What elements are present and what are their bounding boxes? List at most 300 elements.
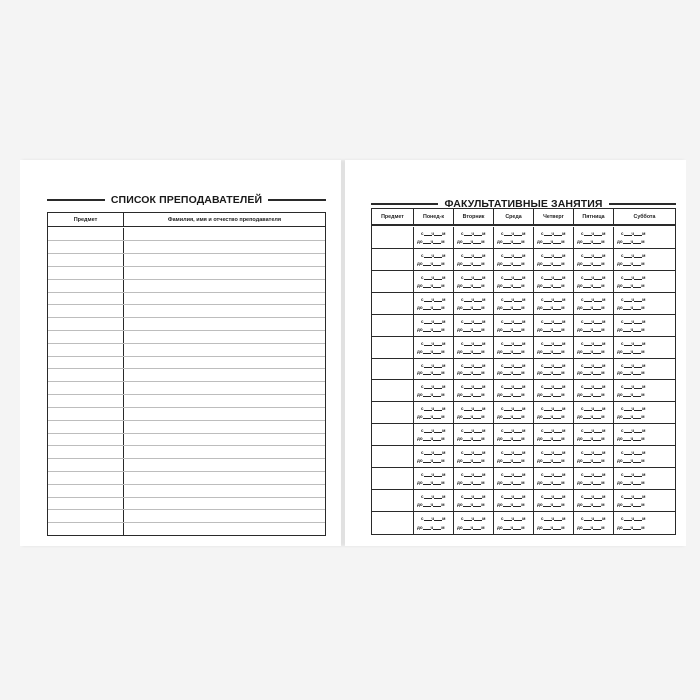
time-blank[interactable]	[554, 450, 562, 455]
time-blank[interactable]	[424, 363, 432, 368]
time-blank[interactable]	[513, 305, 521, 310]
time-blank[interactable]	[583, 392, 591, 397]
time-blank[interactable]	[553, 261, 561, 266]
time-blank[interactable]	[504, 516, 512, 521]
subject-cell[interactable]	[372, 402, 414, 423]
time-blank[interactable]	[463, 414, 471, 419]
time-blank[interactable]	[514, 253, 522, 258]
time-blank[interactable]	[434, 406, 442, 411]
time-blank[interactable]	[594, 253, 602, 258]
time-blank[interactable]	[634, 275, 642, 280]
time-blank[interactable]	[474, 253, 482, 258]
time-blank[interactable]	[593, 239, 601, 244]
time-blank[interactable]	[593, 327, 601, 332]
time-blank[interactable]	[513, 392, 521, 397]
time-blank[interactable]	[503, 349, 511, 354]
time-blank[interactable]	[633, 283, 641, 288]
time-blank[interactable]	[503, 436, 511, 441]
time-blank[interactable]	[514, 450, 522, 455]
time-blank[interactable]	[544, 275, 552, 280]
time-blank[interactable]	[473, 305, 481, 310]
time-blank[interactable]	[464, 472, 472, 477]
time-blank[interactable]	[424, 450, 432, 455]
time-blank[interactable]	[434, 363, 442, 368]
time-blank[interactable]	[583, 370, 591, 375]
time-blank[interactable]	[473, 327, 481, 332]
time-blank[interactable]	[464, 275, 472, 280]
time-blank[interactable]	[634, 406, 642, 411]
time-blank[interactable]	[433, 525, 441, 530]
time-blank[interactable]	[594, 450, 602, 455]
time-blank[interactable]	[553, 525, 561, 530]
time-blank[interactable]	[543, 261, 551, 266]
time-blank[interactable]	[544, 297, 552, 302]
time-blank[interactable]	[623, 436, 631, 441]
time-blank[interactable]	[434, 275, 442, 280]
time-blank[interactable]	[464, 341, 472, 346]
time-blank[interactable]	[584, 494, 592, 499]
time-blank[interactable]	[554, 363, 562, 368]
time-blank[interactable]	[514, 275, 522, 280]
time-blank[interactable]	[433, 261, 441, 266]
time-blank[interactable]	[543, 305, 551, 310]
time-blank[interactable]	[423, 480, 431, 485]
time-blank[interactable]	[554, 253, 562, 258]
time-blank[interactable]	[543, 480, 551, 485]
subject-cell[interactable]	[372, 315, 414, 336]
time-blank[interactable]	[583, 261, 591, 266]
time-blank[interactable]	[583, 525, 591, 530]
time-blank[interactable]	[624, 275, 632, 280]
time-blank[interactable]	[583, 239, 591, 244]
time-blank[interactable]	[513, 283, 521, 288]
time-blank[interactable]	[543, 436, 551, 441]
time-blank[interactable]	[633, 370, 641, 375]
time-blank[interactable]	[434, 472, 442, 477]
time-blank[interactable]	[593, 414, 601, 419]
time-blank[interactable]	[543, 283, 551, 288]
time-blank[interactable]	[553, 502, 561, 507]
time-blank[interactable]	[473, 525, 481, 530]
time-blank[interactable]	[434, 384, 442, 389]
time-blank[interactable]	[624, 384, 632, 389]
time-blank[interactable]	[623, 525, 631, 530]
time-blank[interactable]	[593, 436, 601, 441]
time-blank[interactable]	[633, 261, 641, 266]
time-blank[interactable]	[433, 349, 441, 354]
time-blank[interactable]	[424, 341, 432, 346]
time-blank[interactable]	[543, 525, 551, 530]
time-blank[interactable]	[424, 516, 432, 521]
time-blank[interactable]	[503, 525, 511, 530]
time-blank[interactable]	[433, 370, 441, 375]
time-blank[interactable]	[463, 370, 471, 375]
time-blank[interactable]	[624, 231, 632, 236]
subject-cell[interactable]	[372, 490, 414, 511]
time-blank[interactable]	[623, 458, 631, 463]
time-blank[interactable]	[433, 480, 441, 485]
time-blank[interactable]	[424, 428, 432, 433]
time-blank[interactable]	[594, 363, 602, 368]
time-blank[interactable]	[423, 392, 431, 397]
time-blank[interactable]	[634, 450, 642, 455]
time-blank[interactable]	[434, 341, 442, 346]
time-blank[interactable]	[504, 275, 512, 280]
time-blank[interactable]	[543, 392, 551, 397]
time-blank[interactable]	[624, 363, 632, 368]
time-blank[interactable]	[584, 253, 592, 258]
time-blank[interactable]	[544, 231, 552, 236]
time-blank[interactable]	[624, 450, 632, 455]
time-blank[interactable]	[543, 414, 551, 419]
time-blank[interactable]	[503, 502, 511, 507]
time-blank[interactable]	[624, 516, 632, 521]
time-blank[interactable]	[624, 319, 632, 324]
time-blank[interactable]	[623, 305, 631, 310]
time-blank[interactable]	[424, 319, 432, 324]
time-blank[interactable]	[463, 502, 471, 507]
time-blank[interactable]	[544, 406, 552, 411]
time-blank[interactable]	[623, 392, 631, 397]
time-blank[interactable]	[504, 319, 512, 324]
time-blank[interactable]	[594, 297, 602, 302]
time-blank[interactable]	[583, 480, 591, 485]
time-blank[interactable]	[553, 327, 561, 332]
time-blank[interactable]	[514, 319, 522, 324]
time-blank[interactable]	[424, 275, 432, 280]
time-blank[interactable]	[544, 428, 552, 433]
time-blank[interactable]	[433, 327, 441, 332]
time-blank[interactable]	[513, 327, 521, 332]
time-blank[interactable]	[423, 458, 431, 463]
time-blank[interactable]	[473, 436, 481, 441]
time-blank[interactable]	[594, 406, 602, 411]
time-blank[interactable]	[584, 406, 592, 411]
time-blank[interactable]	[513, 525, 521, 530]
subject-cell[interactable]	[372, 249, 414, 270]
time-blank[interactable]	[623, 414, 631, 419]
time-blank[interactable]	[583, 414, 591, 419]
time-blank[interactable]	[473, 349, 481, 354]
time-blank[interactable]	[593, 525, 601, 530]
time-blank[interactable]	[423, 370, 431, 375]
subject-cell[interactable]	[372, 468, 414, 489]
time-blank[interactable]	[544, 450, 552, 455]
time-blank[interactable]	[593, 349, 601, 354]
time-blank[interactable]	[463, 458, 471, 463]
time-blank[interactable]	[633, 502, 641, 507]
time-blank[interactable]	[554, 472, 562, 477]
subject-cell[interactable]	[372, 512, 414, 534]
time-blank[interactable]	[623, 370, 631, 375]
time-blank[interactable]	[503, 239, 511, 244]
time-blank[interactable]	[473, 458, 481, 463]
time-blank[interactable]	[514, 297, 522, 302]
time-blank[interactable]	[633, 239, 641, 244]
time-blank[interactable]	[423, 525, 431, 530]
time-blank[interactable]	[463, 480, 471, 485]
time-blank[interactable]	[514, 406, 522, 411]
time-blank[interactable]	[633, 480, 641, 485]
time-blank[interactable]	[474, 341, 482, 346]
time-blank[interactable]	[593, 283, 601, 288]
time-blank[interactable]	[473, 392, 481, 397]
time-blank[interactable]	[423, 283, 431, 288]
time-blank[interactable]	[544, 384, 552, 389]
time-blank[interactable]	[583, 436, 591, 441]
time-blank[interactable]	[544, 472, 552, 477]
time-blank[interactable]	[434, 231, 442, 236]
time-blank[interactable]	[623, 261, 631, 266]
time-blank[interactable]	[584, 472, 592, 477]
time-blank[interactable]	[633, 349, 641, 354]
time-blank[interactable]	[543, 370, 551, 375]
time-blank[interactable]	[634, 516, 642, 521]
subject-cell[interactable]	[372, 359, 414, 380]
time-blank[interactable]	[633, 525, 641, 530]
time-blank[interactable]	[423, 349, 431, 354]
time-blank[interactable]	[544, 319, 552, 324]
time-blank[interactable]	[543, 349, 551, 354]
time-blank[interactable]	[633, 414, 641, 419]
time-blank[interactable]	[433, 305, 441, 310]
time-blank[interactable]	[553, 370, 561, 375]
time-blank[interactable]	[634, 319, 642, 324]
time-blank[interactable]	[584, 363, 592, 368]
time-blank[interactable]	[584, 297, 592, 302]
time-blank[interactable]	[463, 261, 471, 266]
time-blank[interactable]	[473, 370, 481, 375]
time-blank[interactable]	[513, 480, 521, 485]
subject-cell[interactable]	[372, 446, 414, 467]
time-blank[interactable]	[514, 363, 522, 368]
time-blank[interactable]	[423, 261, 431, 266]
time-blank[interactable]	[584, 341, 592, 346]
time-blank[interactable]	[503, 261, 511, 266]
time-blank[interactable]	[434, 428, 442, 433]
time-blank[interactable]	[633, 392, 641, 397]
subject-cell[interactable]	[372, 380, 414, 401]
time-blank[interactable]	[503, 480, 511, 485]
time-blank[interactable]	[594, 428, 602, 433]
time-blank[interactable]	[463, 327, 471, 332]
time-blank[interactable]	[433, 239, 441, 244]
time-blank[interactable]	[634, 363, 642, 368]
subject-cell[interactable]	[372, 271, 414, 292]
time-blank[interactable]	[464, 297, 472, 302]
time-blank[interactable]	[434, 297, 442, 302]
time-blank[interactable]	[474, 472, 482, 477]
time-blank[interactable]	[634, 384, 642, 389]
time-blank[interactable]	[544, 341, 552, 346]
time-blank[interactable]	[474, 275, 482, 280]
time-blank[interactable]	[543, 502, 551, 507]
time-blank[interactable]	[464, 253, 472, 258]
time-blank[interactable]	[423, 414, 431, 419]
time-blank[interactable]	[504, 384, 512, 389]
time-blank[interactable]	[594, 516, 602, 521]
time-blank[interactable]	[543, 327, 551, 332]
time-blank[interactable]	[513, 414, 521, 419]
time-blank[interactable]	[474, 297, 482, 302]
time-blank[interactable]	[514, 428, 522, 433]
time-blank[interactable]	[473, 239, 481, 244]
subject-cell[interactable]	[372, 424, 414, 445]
time-blank[interactable]	[634, 253, 642, 258]
time-blank[interactable]	[504, 253, 512, 258]
time-blank[interactable]	[554, 231, 562, 236]
time-blank[interactable]	[503, 305, 511, 310]
time-blank[interactable]	[543, 458, 551, 463]
time-blank[interactable]	[634, 231, 642, 236]
time-blank[interactable]	[623, 480, 631, 485]
time-blank[interactable]	[584, 275, 592, 280]
time-blank[interactable]	[434, 516, 442, 521]
time-blank[interactable]	[463, 392, 471, 397]
time-blank[interactable]	[503, 370, 511, 375]
time-blank[interactable]	[514, 384, 522, 389]
time-blank[interactable]	[424, 231, 432, 236]
time-blank[interactable]	[464, 231, 472, 236]
time-blank[interactable]	[514, 231, 522, 236]
time-blank[interactable]	[434, 319, 442, 324]
time-blank[interactable]	[513, 370, 521, 375]
time-blank[interactable]	[584, 319, 592, 324]
time-blank[interactable]	[473, 502, 481, 507]
time-blank[interactable]	[473, 414, 481, 419]
time-blank[interactable]	[583, 305, 591, 310]
time-blank[interactable]	[504, 406, 512, 411]
time-blank[interactable]	[593, 502, 601, 507]
time-blank[interactable]	[634, 472, 642, 477]
time-blank[interactable]	[544, 363, 552, 368]
time-blank[interactable]	[554, 275, 562, 280]
time-blank[interactable]	[423, 436, 431, 441]
time-blank[interactable]	[514, 341, 522, 346]
time-blank[interactable]	[584, 384, 592, 389]
time-blank[interactable]	[474, 428, 482, 433]
time-blank[interactable]	[553, 239, 561, 244]
time-blank[interactable]	[554, 494, 562, 499]
time-blank[interactable]	[473, 283, 481, 288]
time-blank[interactable]	[423, 305, 431, 310]
time-blank[interactable]	[544, 494, 552, 499]
time-blank[interactable]	[424, 406, 432, 411]
time-blank[interactable]	[584, 428, 592, 433]
time-blank[interactable]	[474, 384, 482, 389]
time-blank[interactable]	[624, 297, 632, 302]
time-blank[interactable]	[513, 349, 521, 354]
time-blank[interactable]	[463, 436, 471, 441]
time-blank[interactable]	[624, 406, 632, 411]
time-blank[interactable]	[624, 494, 632, 499]
time-blank[interactable]	[433, 502, 441, 507]
time-blank[interactable]	[593, 392, 601, 397]
time-blank[interactable]	[504, 297, 512, 302]
time-blank[interactable]	[583, 283, 591, 288]
time-blank[interactable]	[633, 327, 641, 332]
time-blank[interactable]	[513, 261, 521, 266]
time-blank[interactable]	[583, 502, 591, 507]
time-blank[interactable]	[554, 516, 562, 521]
time-blank[interactable]	[544, 253, 552, 258]
time-blank[interactable]	[553, 283, 561, 288]
time-blank[interactable]	[553, 305, 561, 310]
time-blank[interactable]	[553, 436, 561, 441]
time-blank[interactable]	[583, 349, 591, 354]
time-blank[interactable]	[553, 458, 561, 463]
time-blank[interactable]	[424, 253, 432, 258]
time-blank[interactable]	[434, 450, 442, 455]
time-blank[interactable]	[504, 231, 512, 236]
time-blank[interactable]	[464, 384, 472, 389]
time-blank[interactable]	[433, 458, 441, 463]
time-blank[interactable]	[634, 494, 642, 499]
time-blank[interactable]	[623, 283, 631, 288]
time-blank[interactable]	[474, 363, 482, 368]
time-blank[interactable]	[553, 480, 561, 485]
time-blank[interactable]	[554, 341, 562, 346]
time-blank[interactable]	[593, 480, 601, 485]
time-blank[interactable]	[423, 239, 431, 244]
time-blank[interactable]	[474, 231, 482, 236]
subject-cell[interactable]	[372, 227, 414, 248]
time-blank[interactable]	[513, 239, 521, 244]
time-blank[interactable]	[513, 458, 521, 463]
time-blank[interactable]	[543, 239, 551, 244]
time-blank[interactable]	[464, 494, 472, 499]
time-blank[interactable]	[554, 406, 562, 411]
time-blank[interactable]	[463, 525, 471, 530]
time-blank[interactable]	[554, 384, 562, 389]
time-blank[interactable]	[554, 297, 562, 302]
time-blank[interactable]	[503, 414, 511, 419]
time-blank[interactable]	[553, 349, 561, 354]
time-blank[interactable]	[433, 436, 441, 441]
time-blank[interactable]	[433, 392, 441, 397]
time-blank[interactable]	[514, 472, 522, 477]
time-blank[interactable]	[464, 516, 472, 521]
time-blank[interactable]	[424, 384, 432, 389]
time-blank[interactable]	[594, 275, 602, 280]
time-blank[interactable]	[583, 458, 591, 463]
time-blank[interactable]	[584, 516, 592, 521]
time-blank[interactable]	[554, 319, 562, 324]
time-blank[interactable]	[504, 494, 512, 499]
time-blank[interactable]	[424, 297, 432, 302]
time-blank[interactable]	[474, 450, 482, 455]
time-blank[interactable]	[514, 516, 522, 521]
time-blank[interactable]	[593, 305, 601, 310]
time-blank[interactable]	[433, 283, 441, 288]
time-blank[interactable]	[623, 349, 631, 354]
time-blank[interactable]	[583, 327, 591, 332]
time-blank[interactable]	[634, 428, 642, 433]
time-blank[interactable]	[504, 450, 512, 455]
time-blank[interactable]	[594, 231, 602, 236]
time-blank[interactable]	[424, 494, 432, 499]
time-blank[interactable]	[553, 392, 561, 397]
time-blank[interactable]	[474, 516, 482, 521]
time-blank[interactable]	[473, 480, 481, 485]
time-blank[interactable]	[464, 428, 472, 433]
time-blank[interactable]	[503, 283, 511, 288]
time-blank[interactable]	[633, 458, 641, 463]
time-blank[interactable]	[464, 406, 472, 411]
time-blank[interactable]	[594, 341, 602, 346]
time-blank[interactable]	[593, 370, 601, 375]
time-blank[interactable]	[423, 327, 431, 332]
